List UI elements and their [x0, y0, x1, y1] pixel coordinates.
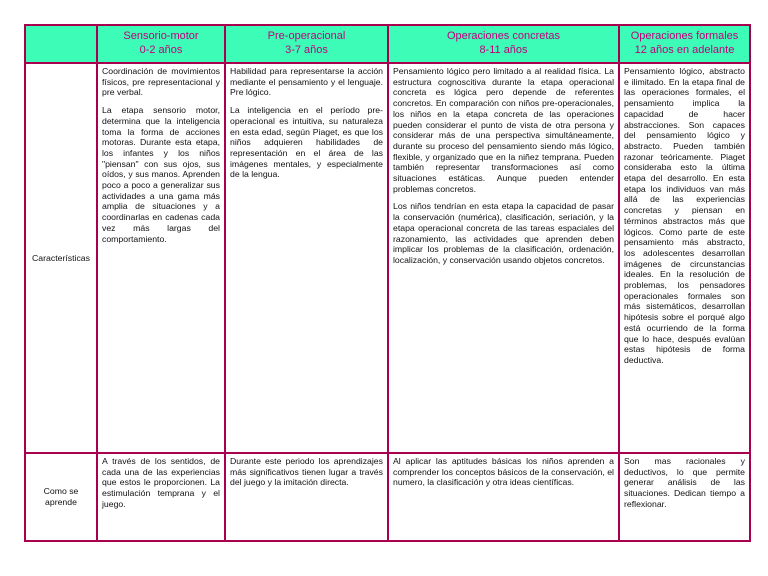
cell-pre-operacional [225, 63, 388, 453]
cell-operaciones-formales [619, 453, 750, 541]
cell-sensorio-motor [97, 453, 225, 541]
row-caracteristicas [25, 63, 750, 453]
piaget-stages-table [24, 24, 751, 542]
header-operaciones-concretas [388, 25, 619, 63]
header-age: 0-2 años [139, 44, 183, 56]
header-corner-cell [25, 25, 97, 63]
cell-paragraph: A través de los sentidos, de cada una de las experiencias que estos le proporcionen. La estimulación temprana y el juego. [102, 456, 220, 509]
cell-operaciones-formales [619, 63, 750, 453]
cell-paragraph: Pensamiento lógico, abstracto e ilimitado. En la etapa final de las operaciones formales, el pensamiento implica la capacidad de hacer abstracciones. Son capaces del pensamiento lógico y abstracto. Pueden también razonar teóricamente. Piaget consideraba esto la última etapa del desarrollo. En esta etapa los individuos van más allá de las experiencias concretas y piensan en términos abstractos más que lógicos. Como parte de este pensamiento más abstracto, los adolescentes desarrollan imágenes de circunstancias ideales. En la resolución de problemas, los pensadores operacionales formales son más sistemáticos, desarrollan hipótesis sobre el porqué algo está ocurriendo de la forma que lo hace, después evalúan estas hipótesis de forma deductiva. [624, 66, 745, 365]
cell-paragraph: La inteligencia en el período pre-operacional es intuitiva, su naturaleza en esta edad, según Piaget, es que los niños adquieren habilidades de representación en el área de las imágenes mentales, y especialmente de la lengua. [230, 105, 383, 180]
stages-table-wrapper [24, 24, 751, 542]
cell-paragraph: Coordinación de movimientos físicos, pre representacional y pre verbal. [102, 66, 220, 98]
header-title: Sensorio-motor [123, 30, 199, 43]
header-age: 12 años en adelante [634, 44, 735, 56]
cell-paragraph: Habilidad para representarse la acción mediante el pensamiento y el lenguaje. Pre lógico. [230, 66, 383, 98]
header-title: Operaciones formales [630, 30, 739, 43]
header-pre-operacional [225, 25, 388, 63]
header-row [25, 25, 750, 63]
cell-operaciones-concretas [388, 453, 619, 541]
cell-pre-operacional [225, 453, 388, 541]
header-sensorio-motor [97, 25, 225, 63]
cell-paragraph: La etapa sensorio motor, determina que la inteligencia toma la forma de acciones motoras. Durante esta etapa, los infantes y los niños "piensan" con sus ojos, sus oídos, y sus manos. Aprenden poco a poco a generalizar sus actividades a una gama más amplia de situaciones y a coordinarlas en cadenas cada vez más largas del comportamiento. [102, 105, 220, 244]
row-como-se-aprende [25, 453, 750, 541]
row-label: Características [25, 63, 97, 453]
cell-paragraph: Son mas racionales y deductivos, lo que permite generar análisis de las situaciones. Dedican tiempo a reflexionar. [624, 456, 745, 509]
header-age: 3-7 años [285, 44, 328, 56]
header-age: 8-11 años [479, 44, 528, 56]
cell-operaciones-concretas [388, 63, 619, 453]
cell-paragraph: Los niños tendrían en esta etapa la capacidad de pasar la conservación (numérica), clasificación, seriación, y la etapa operacional concreta de las tareas espaciales del razonamiento, las actividades que aprenden deben implicar los problemas de la clasificación, ordenación, localización, y conservación usando objetos concretos. [393, 201, 614, 265]
cell-paragraph: Al aplicar las aptitudes básicas los niños aprenden a comprender los conceptos básicos de la conservación, el numero, la clasificación y otra ideas científicas. [393, 456, 614, 488]
header-title: Operaciones concretas [446, 30, 561, 43]
cell-sensorio-motor [97, 63, 225, 453]
cell-paragraph: Pensamiento lógico pero limitado a al realidad física. La estructura cognoscitiva durante la etapa operacional concreta es lógica pero depende de referentes concretos. En comparación con niños pre-operacionales, los niños en la etapa concreta de las operaciones pueden considerar el punto de vista de otra persona y considerar más de una perspectiva simultáneamente, durante su proceso del pensamiento siendo más lógico, flexible, y organizado que en la niñez temprana. Pueden también representar transformaciones así como situaciones estáticas. Aunque pueden entender problemas concretos. [393, 66, 614, 194]
header-title: Pre-operacional [267, 30, 346, 43]
header-operaciones-formales [619, 25, 750, 63]
row-label: Como se aprende [25, 453, 97, 541]
cell-paragraph: Durante este periodo los aprendizajes más significativos tienen lugar a través del juego y la imitación directa. [230, 456, 383, 488]
